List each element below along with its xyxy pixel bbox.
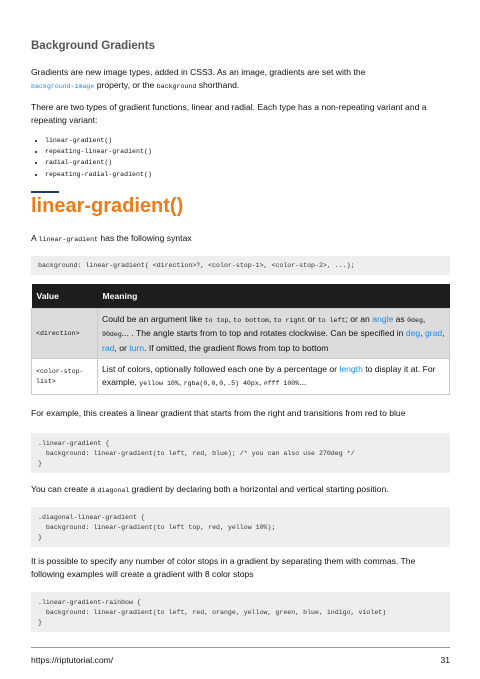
link-length[interactable]: length: [339, 364, 363, 375]
table-cell-meaning: Could be an argument like to top, to bottom, to right or to left; or an angle as 0deg, 90deg... . The angle starts from to top and rotates clockwise. Can be specified in deg, grad, rad, or turn. If omitted, the gradient flows from top to bottom: [98, 309, 450, 359]
link-deg[interactable]: deg: [405, 328, 421, 339]
syntax-intro: A linear-gradient has the following syntax: [31, 233, 192, 243]
link-turn[interactable]: turn: [129, 342, 145, 353]
table-cell-value: <direction>: [32, 309, 98, 359]
inline-code-diagonal: diagonal: [97, 487, 130, 494]
footer-url[interactable]: https://riptutorial.com/: [31, 655, 114, 665]
intro-paragraph: Gradients are new image types, added in CSS3. As an image, gradients are set with the background-image property, or the background shorthand.: [31, 67, 366, 90]
syntax-table: [31, 284, 450, 395]
page-number: 31: [440, 655, 450, 665]
gradient-function-list: [31, 135, 152, 180]
link-angle[interactable]: angle: [372, 314, 394, 324]
table-header-value: Value: [32, 284, 98, 309]
table-row: [32, 309, 450, 359]
inline-code-background-image[interactable]: background-image: [31, 82, 95, 90]
list-item: • radial-gradient(): [45, 157, 152, 168]
types-paragraph: There are two types of gradient functions, linear and radial. Each type has a non-repeating variant and a repeating variant:: [31, 102, 427, 125]
code-block-linear: .linear-gradient { background: linear-gradient(to left, red, blue); /* you can also use 270deg */ }: [31, 433, 450, 473]
table-cell-meaning: List of colors, optionally followed each one by a percentage or length to display it at. For example, yellow 10%, rgba(0,0,0,.5) 40px, #fff 100%...: [98, 359, 450, 395]
example-paragraph: For example, this creates a linear gradient that starts from the right and transitions from red to blue: [31, 408, 406, 418]
syntax-code-block: background: linear-gradient( <direction>?, <color-stop-1>, <color-stop-2>, ...);: [31, 256, 450, 275]
section-title: Background Gradients: [31, 40, 155, 52]
page-heading: linear-gradient(): [31, 195, 184, 217]
color-stops-paragraph: It is possible to specify any number of color stops in a gradient by separating them with commas. The following examples will create a gradient with 8 color stops: [31, 556, 416, 579]
table-cell-value: <color-stop-list>: [32, 359, 98, 395]
inline-code-background: background: [156, 82, 197, 90]
table-header-meaning: Meaning: [98, 284, 450, 309]
inline-code-linear-gradient: linear-gradient: [38, 236, 99, 243]
footer-divider: [31, 647, 450, 648]
code-block-diagonal: .diagonal-linear-gradient { background: linear-gradient(to left top, red, yellow 10%); }: [31, 507, 450, 547]
code-block-rainbow: .linear-gradient-rainbow { background: linear-gradient(to left, red, orange, yellow, green, blue, indigo, violet) }: [31, 592, 450, 632]
list-item: • repeating-radial-gradient(): [45, 169, 152, 180]
list-item: • linear-gradient(): [45, 135, 152, 146]
list-item: • repeating-linear-gradient(): [45, 146, 152, 157]
heading-accent-bar: [31, 191, 59, 193]
link-grad[interactable]: grad: [424, 328, 443, 339]
diagonal-paragraph: You can create a diagonal gradient by declaring both a horizontal and vertical starting position.: [31, 484, 389, 494]
link-rad[interactable]: rad: [102, 342, 115, 353]
table-row: [32, 359, 450, 395]
